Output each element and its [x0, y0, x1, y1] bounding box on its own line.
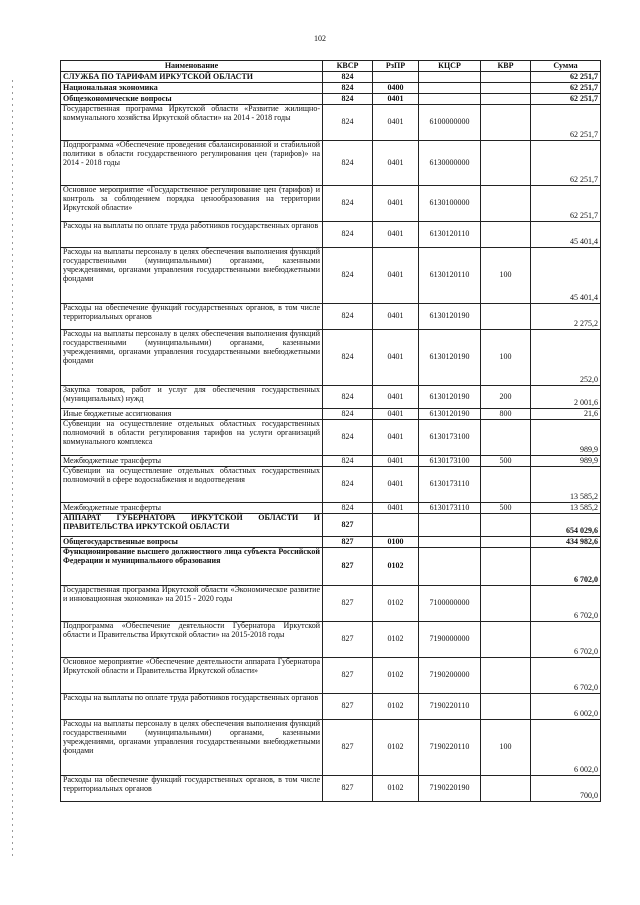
cell-name: Подпрограмма «Обеспечение проведения сбалансированной и стабильной политики в области государственного регулирования цен (тарифов)» на 2014 - 2018 годы [61, 141, 323, 186]
cell-name: Закупка товаров, работ и услуг для обеспечения государственных (муниципальных) нужд [61, 386, 323, 409]
table-row [61, 658, 601, 694]
cell-sum: 989,9 [531, 420, 601, 456]
header-kvr: КВР [481, 61, 531, 72]
cell-kvsr: 824 [323, 386, 373, 409]
cell-name: Расходы на обеспечение функций государственных органов, в том числе территориальных органов [61, 776, 323, 802]
cell-sum: 45 401,4 [531, 222, 601, 248]
cell-sum: 6 702,0 [531, 586, 601, 622]
cell-name: Субвенции на осуществление отдельных областных государственных полномочий в области регулирования тарифов на услуги организаций коммунального комплекса [61, 420, 323, 456]
cell-sum: 45 401,4 [531, 248, 601, 304]
cell-sum: 6 002,0 [531, 694, 601, 720]
cell-rzpr: 0401 [373, 304, 419, 330]
table-row [61, 467, 601, 503]
cell-sum: 62 251,7 [531, 186, 601, 222]
cell-kcsr: 6130173110 [419, 503, 481, 514]
cell-kcsr [419, 72, 481, 83]
table-row [61, 420, 601, 456]
cell-kvr: 200 [481, 386, 531, 409]
table-row [61, 586, 601, 622]
cell-name: Расходы на обеспечение функций государственных органов, в том числе территориальных органов [61, 304, 323, 330]
cell-kcsr: 7190200000 [419, 658, 481, 694]
cell-kcsr: 6130173110 [419, 467, 481, 503]
cell-kcsr: 6130120110 [419, 248, 481, 304]
table-row [61, 456, 601, 467]
cell-kvsr: 824 [323, 105, 373, 141]
budget-table [60, 60, 601, 802]
cell-name: Субвенции на осуществление отдельных областных государственных полномочий в сфере водоснабжения и водоотведения [61, 467, 323, 503]
cell-rzpr: 0401 [373, 467, 419, 503]
cell-kcsr: 7100000000 [419, 586, 481, 622]
cell-kcsr: 6130120190 [419, 386, 481, 409]
cell-rzpr: 0401 [373, 330, 419, 386]
cell-kvr [481, 586, 531, 622]
cell-kvsr: 824 [323, 456, 373, 467]
cell-kvsr: 827 [323, 776, 373, 802]
table-row [61, 83, 601, 94]
cell-kvsr: 827 [323, 537, 373, 548]
cell-rzpr: 0401 [373, 386, 419, 409]
cell-kvr: 100 [481, 330, 531, 386]
cell-kcsr: 6130000000 [419, 141, 481, 186]
cell-rzpr: 0102 [373, 720, 419, 776]
cell-kvr [481, 304, 531, 330]
cell-rzpr: 0100 [373, 537, 419, 548]
cell-kvr [481, 105, 531, 141]
cell-sum: 989,9 [531, 456, 601, 467]
cell-kcsr [419, 94, 481, 105]
table-row [61, 503, 601, 514]
cell-kcsr: 6130120190 [419, 409, 481, 420]
cell-rzpr: 0400 [373, 83, 419, 94]
cell-sum: 6 702,0 [531, 622, 601, 658]
cell-name: АППАРАТ ГУБЕРНАТОРА ИРКУТСКОЙ ОБЛАСТИ И ПРАВИТЕЛЬСТВА ИРКУТСКОЙ ОБЛАСТИ [61, 514, 323, 537]
cell-kvr [481, 776, 531, 802]
table-header-row [61, 61, 601, 72]
cell-name: Функционирование высшего должностного лица субъекта Российской Федерации и муниципального образования [61, 548, 323, 586]
cell-kvsr: 824 [323, 409, 373, 420]
table-row [61, 248, 601, 304]
cell-kcsr [419, 83, 481, 94]
cell-kcsr: 6130120110 [419, 222, 481, 248]
cell-kvr: 100 [481, 720, 531, 776]
table-row [61, 330, 601, 386]
cell-kcsr: 7190220190 [419, 776, 481, 802]
cell-kvsr: 827 [323, 658, 373, 694]
table-row [61, 94, 601, 105]
header-kcsr: КЦСР [419, 61, 481, 72]
cell-kcsr: 6130173100 [419, 456, 481, 467]
cell-kvsr: 827 [323, 622, 373, 658]
cell-kcsr: 7190220110 [419, 720, 481, 776]
cell-rzpr: 0401 [373, 141, 419, 186]
cell-sum: 62 251,7 [531, 72, 601, 83]
cell-kvsr: 824 [323, 503, 373, 514]
cell-kvsr: 824 [323, 83, 373, 94]
cell-kvr [481, 537, 531, 548]
cell-name: Расходы на выплаты персоналу в целях обеспечения выполнения функций государственными (муниципальными) органами, казенными учреждениями, органами управления государственными внебюджетными фондами [61, 330, 323, 386]
cell-sum: 252,0 [531, 330, 601, 386]
cell-sum: 62 251,7 [531, 141, 601, 186]
cell-kvr [481, 141, 531, 186]
cell-kcsr: 6130173100 [419, 420, 481, 456]
cell-kvr [481, 222, 531, 248]
cell-kvsr: 824 [323, 222, 373, 248]
table-row [61, 222, 601, 248]
cell-kvr [481, 548, 531, 586]
table-row [61, 105, 601, 141]
cell-kvsr: 824 [323, 467, 373, 503]
cell-name: Государственная программа Иркутской области «Развитие жилищно-коммунального хозяйства Иркутской области» на 2014 - 2018 годы [61, 105, 323, 141]
cell-rzpr [373, 514, 419, 537]
cell-kvsr: 827 [323, 694, 373, 720]
cell-sum: 13 585,2 [531, 467, 601, 503]
cell-kcsr: 7190000000 [419, 622, 481, 658]
table-row [61, 720, 601, 776]
cell-kvsr: 827 [323, 586, 373, 622]
cell-rzpr: 0401 [373, 248, 419, 304]
cell-kvsr: 824 [323, 72, 373, 83]
cell-sum: 6 702,0 [531, 548, 601, 586]
cell-rzpr: 0102 [373, 658, 419, 694]
header-name: Наименование [61, 61, 323, 72]
cell-kcsr [419, 514, 481, 537]
cell-kvsr: 824 [323, 94, 373, 105]
cell-sum: 13 585,2 [531, 503, 601, 514]
cell-kcsr: 7190220110 [419, 694, 481, 720]
cell-sum: 62 251,7 [531, 83, 601, 94]
table-row [61, 548, 601, 586]
table-row [61, 72, 601, 83]
cell-sum: 654 029,6 [531, 514, 601, 537]
cell-kvsr: 824 [323, 420, 373, 456]
cell-kcsr: 6130100000 [419, 186, 481, 222]
cell-sum: 6 702,0 [531, 658, 601, 694]
cell-rzpr: 0401 [373, 222, 419, 248]
cell-kvr [481, 420, 531, 456]
page-number: 102 [314, 34, 326, 43]
cell-rzpr [373, 72, 419, 83]
cell-kcsr [419, 537, 481, 548]
cell-kvsr: 827 [323, 548, 373, 586]
cell-kvsr: 824 [323, 141, 373, 186]
cell-kvsr: 824 [323, 330, 373, 386]
cell-sum: 6 002,0 [531, 720, 601, 776]
cell-rzpr: 0401 [373, 409, 419, 420]
cell-name: Общегосударственные вопросы [61, 537, 323, 548]
cell-name: Основное мероприятие «Государственное регулирование цен (тарифов) и контроль за соблюдением порядка ценообразования на территории Иркутской области» [61, 186, 323, 222]
cell-rzpr: 0102 [373, 776, 419, 802]
header-rzpr: РзПР [373, 61, 419, 72]
cell-sum: 2 001,6 [531, 386, 601, 409]
cell-kvsr: 824 [323, 304, 373, 330]
cell-rzpr: 0401 [373, 420, 419, 456]
cell-rzpr: 0401 [373, 456, 419, 467]
cell-kvsr: 824 [323, 186, 373, 222]
cell-kvr [481, 694, 531, 720]
cell-kcsr [419, 548, 481, 586]
cell-name: Межбюджетные трансферты [61, 503, 323, 514]
table-row [61, 386, 601, 409]
cell-name: Государственная программа Иркутской области «Экономическое развитие и инновационная экономика» на 2015 - 2020 годы [61, 586, 323, 622]
table-row [61, 537, 601, 548]
cell-kvr [481, 94, 531, 105]
cell-rzpr: 0102 [373, 622, 419, 658]
cell-kvsr: 827 [323, 720, 373, 776]
cell-kvr [481, 467, 531, 503]
table-row [61, 141, 601, 186]
cell-name: Национальная экономика [61, 83, 323, 94]
cell-sum: 62 251,7 [531, 94, 601, 105]
header-sum: Сумма [531, 61, 601, 72]
cell-sum: 434 982,6 [531, 537, 601, 548]
cell-name: Расходы на выплаты по оплате труда работников государственных органов [61, 222, 323, 248]
cell-name: Иные бюджетные ассигнования [61, 409, 323, 420]
cell-kvsr: 824 [323, 248, 373, 304]
cell-kvsr: 827 [323, 514, 373, 537]
cell-rzpr: 0401 [373, 186, 419, 222]
cell-name: Расходы на выплаты персоналу в целях обеспечения выполнения функций государственными (муниципальными) органами, казенными учреждениями, органами управления государственными внебюджетными фондами [61, 248, 323, 304]
table-row [61, 409, 601, 420]
cell-rzpr: 0102 [373, 548, 419, 586]
cell-kvr: 100 [481, 248, 531, 304]
cell-kcsr: 6130120190 [419, 304, 481, 330]
cell-kvr: 800 [481, 409, 531, 420]
cell-name: Подпрограмма «Обеспечение деятельности Губернатора Иркутской области и Правительства Иркутской области» на 2015-2018 годы [61, 622, 323, 658]
cell-kcsr: 6100000000 [419, 105, 481, 141]
header-kvsr: КВСР [323, 61, 373, 72]
cell-kvr: 500 [481, 456, 531, 467]
cell-kvr [481, 83, 531, 94]
margin-perforation [12, 80, 13, 860]
cell-kvr [481, 658, 531, 694]
cell-kvr [481, 622, 531, 658]
cell-kcsr: 6130120190 [419, 330, 481, 386]
cell-sum: 2 275,2 [531, 304, 601, 330]
cell-name: Основное мероприятие «Обеспечение деятельности аппарата Губернатора Иркутской области и Правительства Иркутской области» [61, 658, 323, 694]
table-row [61, 514, 601, 537]
cell-name: Межбюджетные трансферты [61, 456, 323, 467]
cell-kvr [481, 72, 531, 83]
cell-kvr [481, 186, 531, 222]
table-row [61, 622, 601, 658]
cell-name: Расходы на выплаты персоналу в целях обеспечения выполнения функций государственными (муниципальными) органами, казенными учреждениями, органами управления государственными внебюджетными фондами [61, 720, 323, 776]
cell-kvr: 500 [481, 503, 531, 514]
cell-name: СЛУЖБА ПО ТАРИФАМ ИРКУТСКОЙ ОБЛАСТИ [61, 72, 323, 83]
cell-kvr [481, 514, 531, 537]
cell-sum: 700,0 [531, 776, 601, 802]
cell-rzpr: 0102 [373, 694, 419, 720]
cell-rzpr: 0401 [373, 503, 419, 514]
table-row [61, 186, 601, 222]
cell-rzpr: 0401 [373, 94, 419, 105]
table-row [61, 694, 601, 720]
table-row [61, 776, 601, 802]
table-row [61, 304, 601, 330]
cell-name: Общеэкономические вопросы [61, 94, 323, 105]
cell-name: Расходы на выплаты по оплате труда работников государственных органов [61, 694, 323, 720]
cell-sum: 21,6 [531, 409, 601, 420]
cell-sum: 62 251,7 [531, 105, 601, 141]
cell-rzpr: 0401 [373, 105, 419, 141]
cell-rzpr: 0102 [373, 586, 419, 622]
